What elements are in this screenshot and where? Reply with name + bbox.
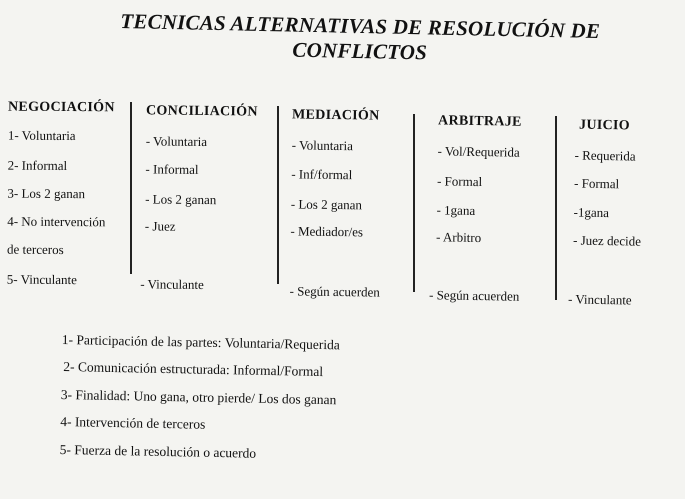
list-item: -1gana: [573, 204, 610, 221]
column-divider: [413, 114, 415, 292]
column-header: NEGOCIACIÓN: [7, 99, 115, 116]
list-item: - Voluntaria: [145, 133, 208, 150]
list-item: - Según acuerden: [289, 283, 380, 300]
list-item: de terceros: [6, 241, 64, 258]
column-header: ARBITRAJE: [437, 113, 522, 130]
list-item: - Según acuerden: [428, 287, 520, 304]
legend-item: 4- Intervención de terceros: [60, 413, 206, 432]
legend-item: 2- Comunicación estructurada: Informal/Formal: [63, 359, 324, 380]
column-arbitraje: [428, 113, 522, 304]
column-divider: [130, 102, 132, 274]
column-mediacion: [289, 107, 380, 300]
column-divider: [555, 116, 557, 300]
column-header: JUICIO: [578, 117, 631, 134]
list-item: - 1gana: [436, 202, 476, 218]
list-item: 2- Informal: [7, 157, 68, 174]
list-item: - Voluntaria: [291, 137, 354, 154]
column-header: CONCILIACIÓN: [145, 103, 258, 120]
title-line-1: TECNICAS ALTERNATIVAS DE RESOLUCIÓN DE: [120, 8, 601, 44]
column-divider: [277, 106, 279, 284]
legend-item: 1- Participación de las partes: Voluntaria/Requerida: [61, 332, 340, 353]
list-item: - Los 2 ganan: [290, 196, 363, 213]
list-item: - Informal: [145, 161, 199, 177]
list-item: - Juez decide: [572, 232, 642, 249]
list-item: - Vinculante: [567, 291, 632, 308]
column-juicio: [567, 117, 642, 308]
list-item: 3- Los 2 ganan: [7, 185, 86, 202]
title-line-2: CONFLICTOS: [292, 37, 428, 65]
list-item: 5- Vinculante: [6, 271, 77, 288]
list-item: - Mediador/es: [290, 223, 364, 240]
list-item: - Formal: [436, 173, 483, 190]
list-item: 1- Voluntaria: [7, 127, 76, 144]
list-item: - Arbitro: [435, 229, 482, 246]
list-item: - Inf/formal: [291, 166, 353, 183]
list-item: - Los 2 ganan: [145, 191, 217, 208]
legend-item: 3- Finalidad: Uno gana, otro pierde/ Los dos ganan: [60, 386, 337, 408]
list-item: - Vinculante: [140, 276, 204, 293]
list-item: 4- No intervención: [7, 213, 106, 230]
legend-item: 5- Fuerza de la resolución o acuerdo: [59, 441, 257, 461]
column-header: MEDIACIÓN: [291, 107, 380, 124]
list-item: - Juez: [144, 218, 176, 234]
list-item: - Requerida: [574, 147, 636, 164]
column-conciliacion: [140, 103, 258, 293]
list-item: - Vol/Requerida: [437, 143, 520, 160]
column-negociacion: [6, 99, 115, 288]
document-title: [80, 8, 641, 70]
list-item: - Formal: [573, 175, 620, 192]
